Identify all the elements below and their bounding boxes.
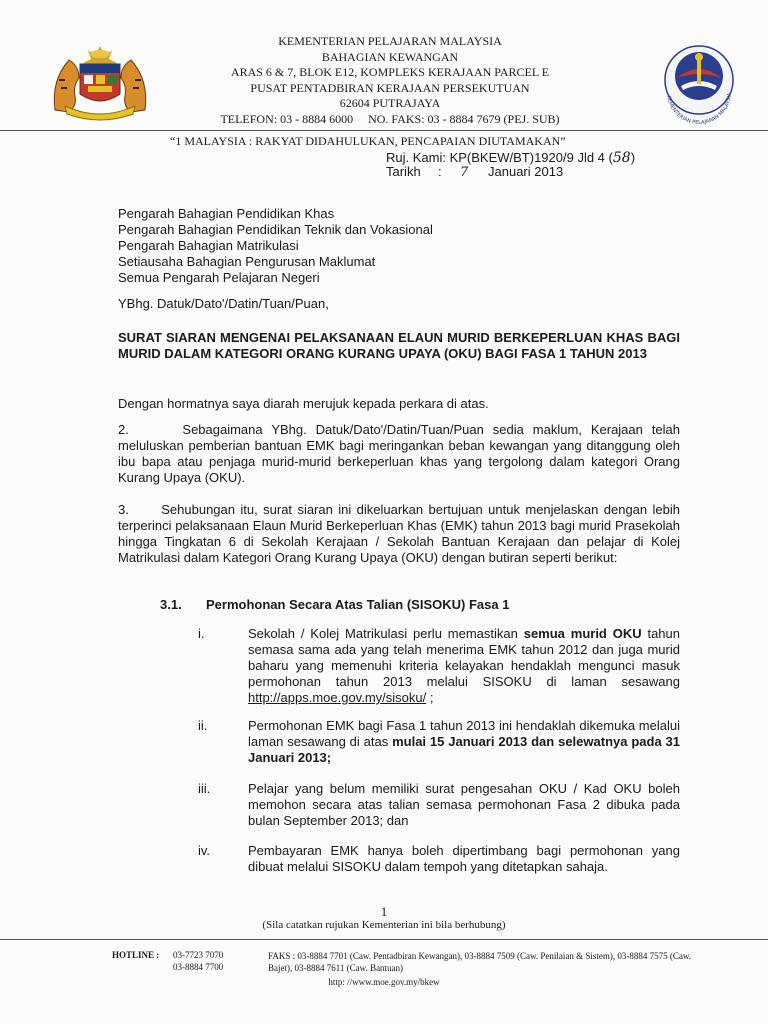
hotline-number-1: 03-7723 7070	[173, 950, 224, 960]
footer-note: (Sila catatkan rujukan Kementerian ini bila berhubung)	[262, 919, 506, 931]
sisoku-link[interactable]: http://apps.moe.gov.my/sisoku/	[248, 690, 427, 705]
item-text: tahun semasa sama ada yang telah menerima EMK tahun 2012 dan juga murid baharu yang memenuhi kriteria kelayakan hendaklah mengunci masuk permohonan tahun 2013 melalui SISOKU di laman sesawang	[248, 626, 680, 689]
logo-text: KEMENTERIAN PELAJARAN MALAYSIA	[665, 92, 734, 127]
item-number: iii.	[198, 781, 211, 796]
contact-line: TELEFON: 03 - 8884 6000 NO. FAKS: 03 - 8884 7679 (PEJ. SUB)	[220, 111, 560, 126]
address-line-1: ARAS 6 & 7, BLOK E12, KOMPLEKS KERAJAAN PARCEL E	[230, 65, 550, 80]
fax-numbers: FAKS : 03-8884 7701 (Caw. Pentadbiran Kewangan), 03-8884 7509 (Caw. Penilaian & Sistem), 03-8884 7575 (Caw. Bajet), 03-8884 7611 (Caw. Bantuan)	[268, 951, 692, 973]
paragraph-1: Dengan hormatnya saya diarah merujuk kepada perkara di atas.	[118, 396, 489, 411]
paragraph-3: 3. Sehubungan itu, surat siaran ini dikeluarkan bertujuan untuk menjelaskan dengan lebih terperinci pelaksanaan Elaun Murid Berkeperluan Khas (EMK) tahun 2013 bagi murid Prasekolah hingga Tingkatan 6 di Sekolah Kerajaan / Sekolah Bantuan Kerajaan dan pelajar di Kolej Matrikulasi dalam Kategori Orang Kurang Upaya (OKU) dengan butiran seperti berikut:	[118, 502, 684, 565]
letterhead	[180, 34, 600, 128]
hotline-label: HOTLINE :	[112, 950, 160, 960]
date-month-year: Januari 2013	[488, 164, 564, 179]
item-text: Sekolah / Kolej Matrikulasi perlu memastikan	[248, 626, 524, 641]
recipient-line: Setiausaha Bahagian Pengurusan Maklumat	[118, 254, 376, 269]
section-heading	[160, 597, 509, 612]
address-line-2: PUSAT PENTADBIRAN KERAJAAN PERSEKUTUAN	[250, 80, 530, 95]
list-item: Pelajar yang belum memiliki surat pengesahan OKU / Kad OKU boleh memohon secara atas talian semasa permohonan Fasa 2 dibuka pada bulan September 2013; dan	[248, 781, 680, 828]
address-line-3: 62604 PUTRAJAYA	[339, 96, 441, 111]
malaysia-coat-of-arms-icon	[45, 40, 155, 122]
footer-website-link[interactable]: http: //www.moe.gov.my/bkew	[328, 977, 440, 987]
footer-divider	[0, 939, 768, 940]
item-number: i.	[198, 626, 205, 641]
item-bold-text: semua murid OKU	[523, 626, 642, 641]
recipient-line: Semua Pengarah Pelajaran Negeri	[118, 270, 320, 285]
date-colon: :	[438, 164, 442, 179]
hotline-number-2: 03-8884 7700	[173, 962, 224, 972]
item-bold-text: mulai 15 Januari 2013 dan selewatnya pada 31 Januari 2013;	[248, 734, 680, 765]
slogan: “1 MALAYSIA : RAKYAT DIDAHULUKAN, PENCAPAIAN DIUTAMAKAN”	[170, 134, 566, 148]
ministry-logo-icon	[655, 40, 743, 128]
salutation: YBhg. Datuk/Dato'/Datin/Tuan/Puan,	[118, 296, 329, 311]
header-divider	[0, 130, 768, 131]
reference-label: Ruj. Kami: KP(BKEW/BT)1920/9 Jld 4 (	[386, 150, 613, 165]
date-row	[386, 164, 563, 180]
reference-handwritten-number: 58	[612, 150, 631, 166]
recipient-line: Pengarah Bahagian Pendidikan Teknik dan Vokasional	[118, 222, 433, 237]
item-text: ;	[426, 690, 434, 705]
item-text: Permohonan EMK bagi Fasa 1 tahun 2013 ini hendaklah dikemuka melalui laman sesawang di atas	[248, 718, 680, 749]
list-item: Pembayaran EMK hanya boleh dipertimbang bagi permohonan yang dibuat melalui SISOKU dalam tempoh yang ditetapkan sahaja.	[248, 843, 680, 874]
date-label: Tarikh	[386, 164, 421, 179]
item-number: iv.	[198, 843, 211, 858]
recipient-line: Pengarah Bahagian Pendidikan Khas	[118, 206, 335, 221]
section-number: 3.1.	[160, 597, 182, 612]
item-number: ii.	[198, 718, 208, 733]
page-number: 1	[380, 904, 388, 919]
reference-close: )	[630, 150, 636, 165]
list-item	[248, 626, 680, 706]
paragraph-2: 2. Sebagaimana YBhg. Datuk/Dato'/Datin/Tuan/Puan sedia maklum, Kerajaan telah meluluskan pemberian bantuan EMK bagi meringankan beban kewangan yang ditanggung oleh ibu bapa atau penjaga murid-murid berkeperluan khas yang tergolong dalam kategori Orang Kurang Upaya (OKU).	[118, 422, 684, 485]
section-title: Permohonan Secara Atas Talian (SISOKU) Fasa 1	[206, 597, 510, 612]
division-name: BAHAGIAN KEWANGAN	[321, 49, 459, 64]
list-item	[248, 718, 680, 766]
letter-subject: SURAT SIARAN MENGENAI PELAKSANAAN ELAUN MURID BERKEPERLUAN KHAS BAGI MURID DALAM KATEGORI ORANG KURANG UPAYA (OKU) BAGI FASA 1 TAHUN 2013	[118, 330, 680, 361]
date-day-handwritten: 7	[460, 165, 469, 180]
recipient-list	[118, 206, 680, 286]
recipient-line: Pengarah Bahagian Matrikulasi	[118, 238, 299, 253]
ministry-name: KEMENTERIAN PELAJARAN MALAYSIA	[278, 34, 502, 48]
